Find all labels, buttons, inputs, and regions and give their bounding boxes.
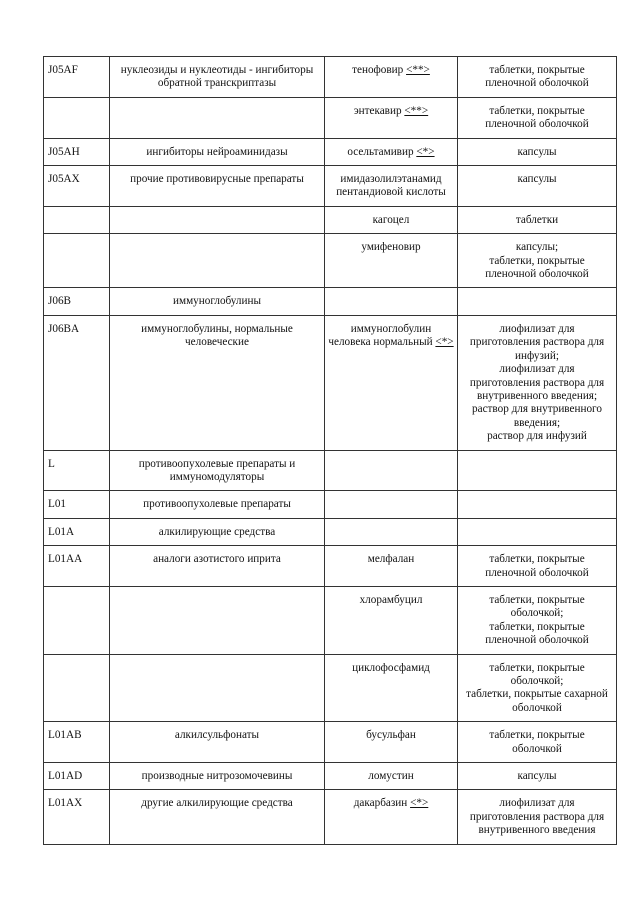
table-row (44, 166, 617, 207)
atc-code-cell: L01A (44, 518, 110, 545)
drug-name-cell (325, 722, 458, 763)
anatomical-therapeutic-group-cell: ингибиторы нейроаминидазы (110, 138, 325, 165)
atc-code-cell (44, 586, 110, 654)
anatomical-therapeutic-group-cell: противоопухолевые препараты и иммуномодуляторы (110, 450, 325, 491)
anatomical-therapeutic-group-cell (110, 234, 325, 288)
dosage-form-cell: капсулы (458, 166, 617, 207)
table-row (44, 654, 617, 722)
dosage-form-cell: лиофилизат для приготовления раствора для инфузий; лиофилизат для приготовления раствора для внутривенного введения; раствор для внутривенного введения; раствор для инфузий (458, 315, 617, 450)
dosage-form-cell: лиофилизат для приготовления раствора для внутривенного введения (458, 790, 617, 844)
atc-code-cell: L (44, 450, 110, 491)
table-row (44, 586, 617, 654)
table-row (44, 450, 617, 491)
drug-list-table (43, 56, 617, 845)
table-row (44, 234, 617, 288)
table-row (44, 288, 617, 315)
drug-name-cell (325, 763, 458, 790)
table-row (44, 722, 617, 763)
drug-name: иммуноглобулин человека нормальный (328, 322, 433, 349)
drug-name: мелфалан (367, 553, 415, 566)
atc-code-cell: L01AB (44, 722, 110, 763)
dosage-form-cell: таблетки, покрытые пленочной оболочкой (458, 57, 617, 98)
table-row (44, 206, 617, 233)
dosage-form-cell: таблетки, покрытые пленочной оболочкой (458, 97, 617, 138)
atc-code-cell (44, 654, 110, 722)
dosage-form-cell: таблетки, покрытые оболочкой (458, 722, 617, 763)
dosage-form-cell: капсулы (458, 763, 617, 790)
drug-name-cell (325, 491, 458, 518)
footnote-link[interactable]: <*> (416, 145, 435, 158)
atc-code-cell: J06B (44, 288, 110, 315)
drug-name-cell (325, 586, 458, 654)
atc-code-cell (44, 206, 110, 233)
drug-name: хлорамбуцил (359, 593, 423, 606)
drug-name-cell (325, 450, 458, 491)
dosage-form-cell: таблетки, покрытые оболочкой; таблетки, покрытые пленочной оболочкой (458, 586, 617, 654)
drug-name-cell (325, 654, 458, 722)
dosage-form-cell: таблетки, покрытые оболочкой; таблетки, покрытые сахарной оболочкой (458, 654, 617, 722)
footnote-link[interactable]: <*> (435, 336, 454, 349)
anatomical-therapeutic-group-cell: другие алкилирующие средства (110, 790, 325, 844)
footnote-link[interactable]: <**> (404, 104, 429, 117)
drug-name-cell (325, 518, 458, 545)
drug-name-cell (325, 234, 458, 288)
anatomical-therapeutic-group-cell (110, 206, 325, 233)
drug-name: умифеновир (361, 241, 421, 254)
dosage-form-cell: таблетки (458, 206, 617, 233)
drug-name: ломустин (368, 770, 414, 783)
dosage-form-cell (458, 518, 617, 545)
atc-code-cell: L01AX (44, 790, 110, 844)
atc-code-cell: L01AA (44, 546, 110, 587)
anatomical-therapeutic-group-cell: иммуноглобулины (110, 288, 325, 315)
drug-name-cell (325, 166, 458, 207)
anatomical-therapeutic-group-cell: противоопухолевые препараты (110, 491, 325, 518)
drug-name-cell (325, 138, 458, 165)
table-row (44, 491, 617, 518)
footnote-link[interactable]: <**> (406, 64, 430, 76)
table-row (44, 518, 617, 545)
drug-name: осельтамивир (347, 145, 414, 158)
table-row (44, 763, 617, 790)
dosage-form-cell: капсулы; таблетки, покрытые пленочной оболочкой (458, 234, 617, 288)
atc-code-cell: L01AD (44, 763, 110, 790)
table-row (44, 546, 617, 587)
atc-code-cell: L01 (44, 491, 110, 518)
dosage-form-cell (458, 288, 617, 315)
dosage-form-cell: таблетки, покрытые пленочной оболочкой (458, 546, 617, 587)
atc-code-cell: J05AF (44, 57, 110, 98)
anatomical-therapeutic-group-cell: алкилирующие средства (110, 518, 325, 545)
anatomical-therapeutic-group-cell: иммуноглобулины, нормальные человеческие (110, 315, 325, 450)
anatomical-therapeutic-group-cell: прочие противовирусные препараты (110, 166, 325, 207)
atc-code-cell (44, 97, 110, 138)
drug-name-cell (325, 315, 458, 450)
table-row (44, 315, 617, 450)
drug-name: имидазолилэтанамид пентандиовой кислоты (336, 173, 446, 199)
atc-code-cell (44, 234, 110, 288)
anatomical-therapeutic-group-cell: алкилсульфонаты (110, 722, 325, 763)
drug-name-cell (325, 97, 458, 138)
atc-code-cell: J05AX (44, 166, 110, 207)
drug-name-cell (325, 546, 458, 587)
drug-name-cell (325, 790, 458, 844)
drug-name: бусульфан (366, 729, 416, 742)
drug-name-cell (325, 288, 458, 315)
anatomical-therapeutic-group-cell (110, 654, 325, 722)
atc-code-cell: J05AH (44, 138, 110, 165)
table-row (44, 97, 617, 138)
table-row (44, 138, 617, 165)
table-row (44, 57, 617, 98)
anatomical-therapeutic-group-cell: аналоги азотистого иприта (110, 546, 325, 587)
footnote-link[interactable]: <*> (410, 797, 429, 810)
drug-name-cell (325, 57, 458, 98)
drug-name-cell (325, 206, 458, 233)
drug-name: кагоцел (372, 213, 410, 226)
table-body (44, 57, 617, 845)
anatomical-therapeutic-group-cell: нуклеозиды и нуклеотиды - ингибиторы обратной транскриптазы (110, 57, 325, 98)
anatomical-therapeutic-group-cell (110, 586, 325, 654)
atc-code-cell: J06BA (44, 315, 110, 450)
anatomical-therapeutic-group-cell (110, 97, 325, 138)
drug-name: тенофовир (352, 64, 404, 76)
drug-name: дакарбазин (353, 797, 408, 810)
anatomical-therapeutic-group-cell: производные нитрозомочевины (110, 763, 325, 790)
dosage-form-cell (458, 491, 617, 518)
drug-name: энтекавир (353, 104, 402, 117)
dosage-form-cell (458, 450, 617, 491)
drug-name: циклофосфамид (352, 661, 430, 674)
dosage-form-cell: капсулы (458, 138, 617, 165)
table-row (44, 790, 617, 844)
